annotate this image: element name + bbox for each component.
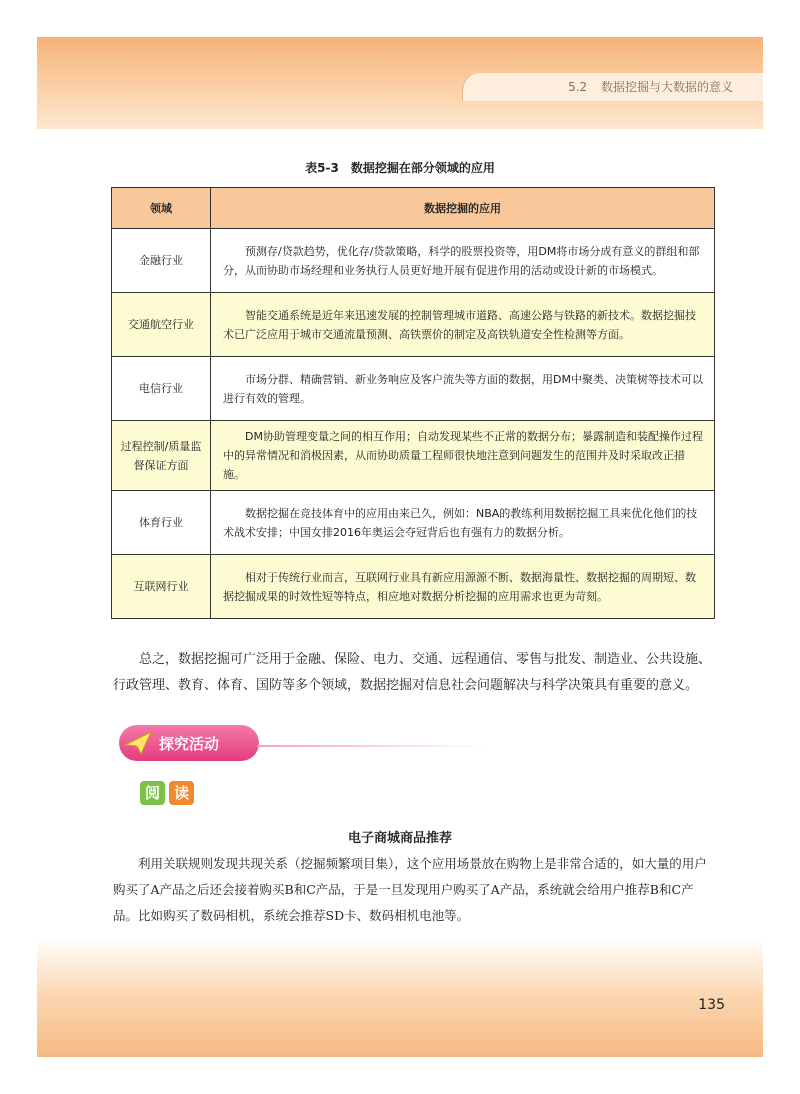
explore-activity-label: 探究活动 bbox=[159, 735, 220, 753]
table-row bbox=[112, 229, 715, 293]
row-field: 金融行业 bbox=[112, 229, 211, 293]
row-field: 体育行业 bbox=[112, 491, 211, 555]
footer-band bbox=[37, 937, 763, 1057]
row-field: 过程控制/质量监督保证方面 bbox=[112, 421, 211, 491]
row-description: 预测存/贷款趋势，优化存/贷款策略，科学的股票投资等，用DM将市场分成有意义的群组和部分，从而协助市场经理和业务执行人员更好地开展有促进作用的活动或设计新的市场模式。 bbox=[211, 229, 715, 293]
explore-divider bbox=[257, 745, 487, 747]
row-field: 交通航空行业 bbox=[112, 293, 211, 357]
article-body: 利用关联规则发现共现关系（挖掘频繁项目集），这个应用场景放在购物上是非常合适的，如大量的用户购买了A产品之后还会接着购买B和C产品，于是一旦发现用户购买了A产品，系统就会给用户推荐B和C产品。比如购买了数码相机，系统会推荐SD卡、数码相机电池等。 bbox=[113, 856, 707, 923]
page-number: 135 bbox=[698, 997, 725, 1013]
read-char-2: 读 bbox=[169, 781, 194, 805]
running-header bbox=[568, 78, 733, 95]
row-description: DM协助管理变量之间的相互作用；自动发现某些不正常的数据分布；暴露制造和装配操作过程中的异常情况和消极因素，从而协助质量工程师很快地注意到问题发生的范围并及时采取改正措施。 bbox=[211, 421, 715, 491]
row-field: 互联网行业 bbox=[112, 555, 211, 619]
column-header-field: 领域 bbox=[112, 188, 211, 229]
table-row bbox=[112, 555, 715, 619]
table-caption: 表5-3 数据挖掘在部分领域的应用 bbox=[305, 161, 495, 175]
row-field: 电信行业 bbox=[112, 357, 211, 421]
column-header-application: 数据挖掘的应用 bbox=[211, 188, 715, 229]
read-char-1: 阅 bbox=[140, 781, 165, 805]
table-row bbox=[112, 491, 715, 555]
article-title: 电子商城商品推荐 bbox=[347, 831, 452, 846]
table-row bbox=[112, 421, 715, 491]
read-badge bbox=[140, 781, 196, 805]
row-description: 智能交通系统是近年来迅速发展的控制管理城市道路、高速公路与铁路的新技术。数据挖掘技术已广泛应用于城市交通流量预测、高铁票价的制定及高铁轨道安全性检测等方面。 bbox=[211, 293, 715, 357]
summary-paragraph: 总之，数据挖掘可广泛用于金融、保险、电力、交通、远程通信、零售与批发、制造业、公共设施、行政管理、教育、体育、国防等多个领域，数据挖掘对信息社会问题解决与科学决策具有重要的意义。 bbox=[113, 652, 712, 693]
row-description: 市场分群、精确营销、新业务响应及客户流失等方面的数据，用DM中聚类、决策树等技术可以进行有效的管理。 bbox=[211, 357, 715, 421]
paper-plane-icon bbox=[123, 729, 153, 757]
table-header-row bbox=[112, 188, 715, 229]
table-row bbox=[112, 357, 715, 421]
row-description: 相对于传统行业而言，互联网行业具有新应用源源不断、数据海量性、数据挖掘的周期短、数据挖掘成果的时效性短等特点，相应地对数据分析挖掘的应用需求也更为苛刻。 bbox=[211, 555, 715, 619]
applications-table bbox=[111, 187, 715, 619]
section-number: 5.2 bbox=[568, 80, 588, 94]
section-title: 数据挖掘与大数据的意义 bbox=[600, 80, 733, 94]
row-description: 数据挖掘在竞技体育中的应用由来已久，例如：NBA的教练利用数据挖掘工具来优化他们的技术战术安排；中国女排2016年奥运会夺冠背后也有强有力的数据分析。 bbox=[211, 491, 715, 555]
textbook-page bbox=[37, 37, 763, 1057]
table-row bbox=[112, 293, 715, 357]
